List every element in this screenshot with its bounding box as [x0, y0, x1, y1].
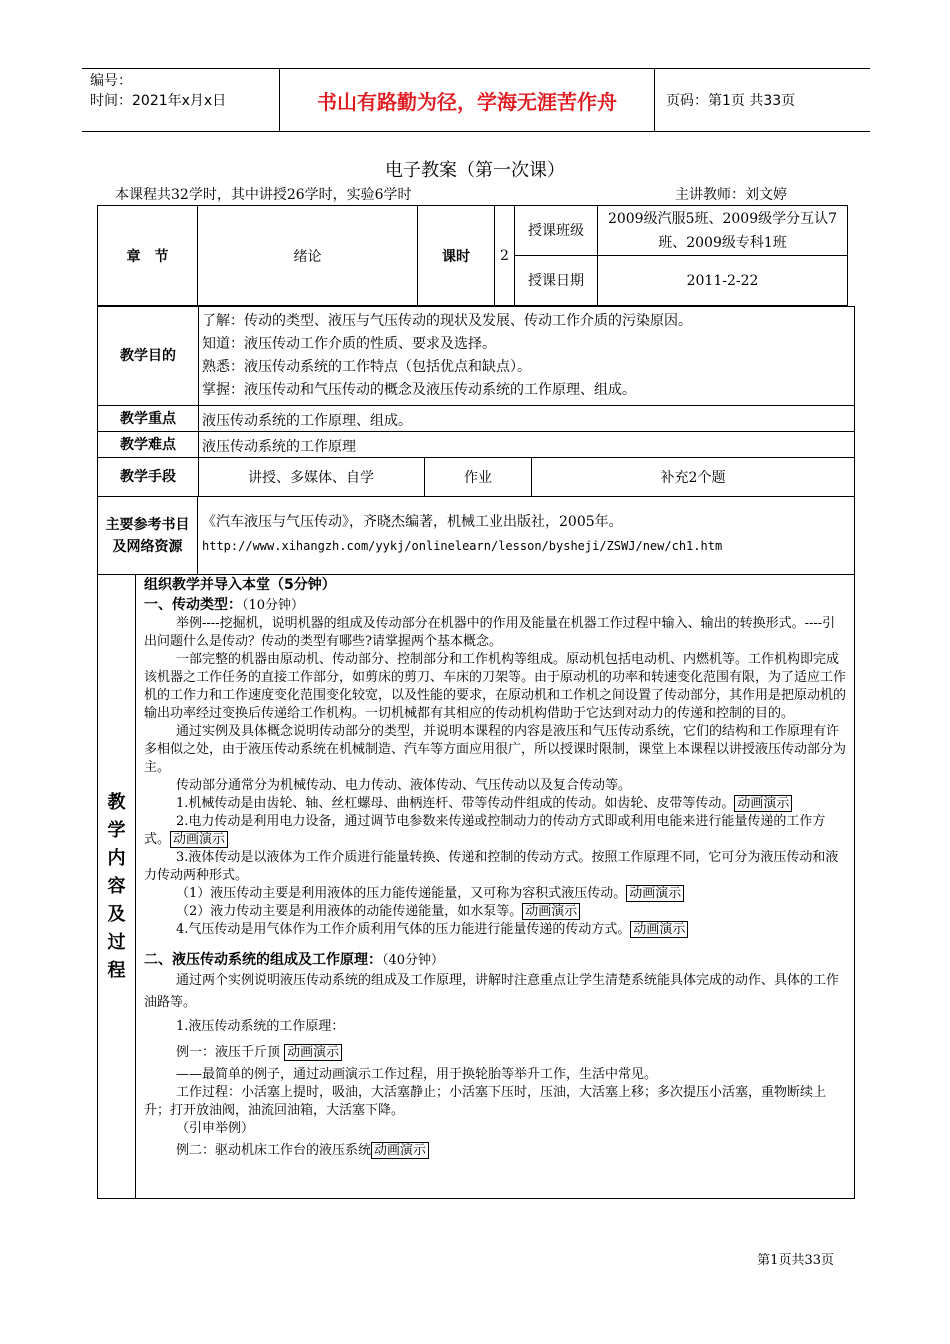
class-value: 2009级汽服5班、2009级学分互认7班、2009级专科1班 — [598, 206, 848, 256]
s2-paragraph: ——最简单的例子，通过动画演示工作过程，用于换轮胎等举升工作，生活中常见。 — [176, 1067, 658, 1082]
section2-time: （40分钟） — [382, 953, 445, 968]
doc-title: 电子教案（第一次课） — [385, 160, 565, 181]
animation-link[interactable]: 动画演示 — [284, 1044, 342, 1061]
difficulty-value: 液压传动系统的工作原理 — [202, 439, 356, 455]
hours-label: 课时 — [418, 206, 495, 306]
process-label-char: 程 — [107, 959, 126, 981]
header-motto: 书山有路勤为径，学海无涯苦作舟 — [280, 69, 655, 131]
refs-label: 主要参考书目及网络资源 — [98, 497, 198, 574]
process-label-char: 教 — [107, 791, 126, 813]
s2-paragraph: 工作过程：小活塞上提时，吸油，大活塞静止；小活塞下压时，压油，大活塞上移；多次提压小活塞，重物断续上升；打开放油阀，油流回油箱，大活塞下降。 — [144, 1085, 827, 1118]
s1-paragraph: 1.机械传动是由齿轮、轴、丝杠螺母、曲柄连杆、带等传动件组成的传动。如齿轮、皮带等传动。 — [176, 796, 735, 811]
objective-item: 掌握：液压传动和气压传动的概念及液压传动系统的工作原理、组成。 — [202, 382, 636, 398]
keypoint-label: 教学重点 — [98, 406, 199, 431]
process-label-char: 学 — [107, 819, 126, 841]
difficulty-row — [97, 431, 855, 458]
s1-paragraph: 举例----挖掘机，说明机器的组成及传动部分在机器中的作用及能量在机器工作过程中输入、输出的转换形式。----引出问题什么是传动？传动的类型有哪些?请掌握两个基本概念。 — [144, 616, 836, 649]
s2-paragraph: 例二：驱动机床工作台的液压系统 — [176, 1143, 372, 1158]
means-value: 讲授、多媒体、自学 — [198, 458, 425, 496]
s1-paragraph: 2.电力传动是利用电力设备，通过调节电参数来传递或控制动力的传动方式即或利用电能来进行能量传递的工作方式。 — [144, 814, 826, 847]
animation-link[interactable]: 动画演示 — [371, 1142, 429, 1159]
objectives-label: 教学目的 — [98, 307, 199, 405]
number-label: 编号： — [90, 73, 132, 89]
section2-title: 二、液压传动系统的组成及工作原理： — [144, 952, 382, 968]
date-label: 授课日期 — [515, 256, 598, 306]
s2-paragraph: 通过两个实例说明液压传动系统的组成及工作原理，讲解时注意重点让学生清楚系统能具体完成的动作、具体的工作油路等。 — [144, 973, 840, 1010]
header-meta — [82, 69, 280, 131]
section1-time: （10分钟） — [242, 598, 305, 613]
refs-row — [97, 496, 855, 575]
s1-paragraph: 3.液体传动是以液体为工作介质进行能量转换、传递和控制的传动方式。按照工作原理不同，它可分为液压传动和液力传动两种形式。 — [144, 850, 839, 883]
animation-link[interactable]: 动画演示 — [170, 831, 228, 848]
process-label-char: 容 — [107, 875, 126, 897]
animation-link[interactable]: 动画演示 — [522, 903, 580, 920]
header-page: 页码：第1页 共33页 — [666, 93, 796, 109]
process-label — [98, 575, 136, 1198]
process-label-char: 内 — [107, 847, 126, 869]
refs-book: 《汽车液压与气压传动》，齐晓杰编著，机械工业出版社，2005年。 — [202, 514, 623, 530]
process-label-char: 过 — [107, 931, 126, 953]
s2-paragraph: 例一：液压千斤顶 — [176, 1045, 281, 1060]
s1-paragraph: 4.气压传动是用气体作为工作介质利用气体的压力能进行能量传递的传动方式。 — [176, 922, 631, 937]
process-section — [97, 574, 855, 1199]
means-row — [97, 457, 855, 497]
s1-paragraph: （2）液力传动主要是利用液体的动能传递能量，如水泵等。 — [176, 904, 523, 919]
time-label: 时间：2021年x月x日 — [90, 93, 227, 109]
chapter-value: 绪论 — [198, 206, 418, 306]
s1-paragraph: 通过实例及具体概念说明传动部分的类型，并说明本课程的内容是液压和气压传动系统，它们的结构和工作原理有许多相似之处，由于液压传动系统在机械制造、汽车等方面应用很广，所以授课时限制，课堂上本课程以讲授液压传动部分为主。 — [144, 724, 847, 775]
objectives-list — [202, 310, 692, 402]
hours-info: 本课程共32学时，其中讲授26学时，实验6学时 — [115, 187, 412, 203]
s2-paragraph: 1.液压传动系统的工作原理： — [176, 1019, 345, 1034]
section1-title: 一、传动类型： — [144, 597, 242, 613]
s1-paragraph: （1）液压传动主要是利用液体的压力能传递能量，又可称为容积式液压传动。 — [176, 886, 627, 901]
homework-value: 补充2个题 — [660, 470, 726, 486]
info-table — [97, 205, 848, 306]
page-footer: 第1页共33页 — [757, 1253, 834, 1268]
animation-link[interactable]: 动画演示 — [626, 885, 684, 902]
homework-label: 作业 — [425, 458, 532, 496]
s1-paragraph: 传动部分通常分为机械传动、电力传动、液体传动、气压传动以及复合传动等。 — [176, 778, 632, 793]
intro-heading: 组织教学并导入本堂（5分钟） — [144, 577, 336, 593]
keypoint-value: 液压传动系统的工作原理、组成。 — [202, 413, 412, 429]
s1-paragraph: 一部完整的机器由原动机、传动部分、控制部分和工作机构等组成。原动机包括电动机、内燃机等。工作机构即完成该机器之工作任务的直接工作部分，如剪床的剪刀、车床的刀架等。由于原动机的功率和转速变化范围有限，为了适应工作机的工作力和工作速度变化范围变化较宽，以及性能的要求，在原动机和工作机之间设置了传动部分，其作用是把原动机的输出功率经过变换后传递给工作机构。一切机械都有其相应的传动机构借助于它达到对动力的传递和控制的目的。 — [144, 652, 847, 721]
process-label-char: 及 — [107, 903, 126, 925]
s2-paragraph: （引申举例） — [176, 1121, 255, 1136]
animation-link[interactable]: 动画演示 — [734, 795, 792, 812]
objective-item: 熟悉：液压传动系统的工作特点（包括优点和缺点）。 — [202, 359, 531, 375]
chapter-label: 章 节 — [98, 206, 198, 306]
teacher: 主讲教师：刘文婷 — [675, 187, 787, 203]
process-body — [144, 575, 848, 1164]
means-label: 教学手段 — [98, 458, 199, 496]
objective-item: 知道：液压传动工作介质的性质、要求及选择。 — [202, 336, 496, 352]
refs-url[interactable]: http://www.xihangzh.com/yykj/onlinelearn/lesson/bysheji/ZSWJ/new/ch1.htm — [202, 539, 723, 553]
hours-value: 2 — [495, 206, 515, 306]
objective-item: 了解：传动的类型、液压与气压传动的现状及发展、传动工作介质的污染原因。 — [202, 313, 692, 329]
animation-link[interactable]: 动画演示 — [630, 921, 688, 938]
date-value: 2011-2-22 — [598, 256, 848, 306]
class-label: 授课班级 — [515, 206, 598, 256]
keypoint-row — [97, 405, 855, 432]
objectives-row — [97, 306, 855, 406]
difficulty-label: 教学难点 — [98, 432, 199, 457]
page-header — [82, 68, 870, 132]
